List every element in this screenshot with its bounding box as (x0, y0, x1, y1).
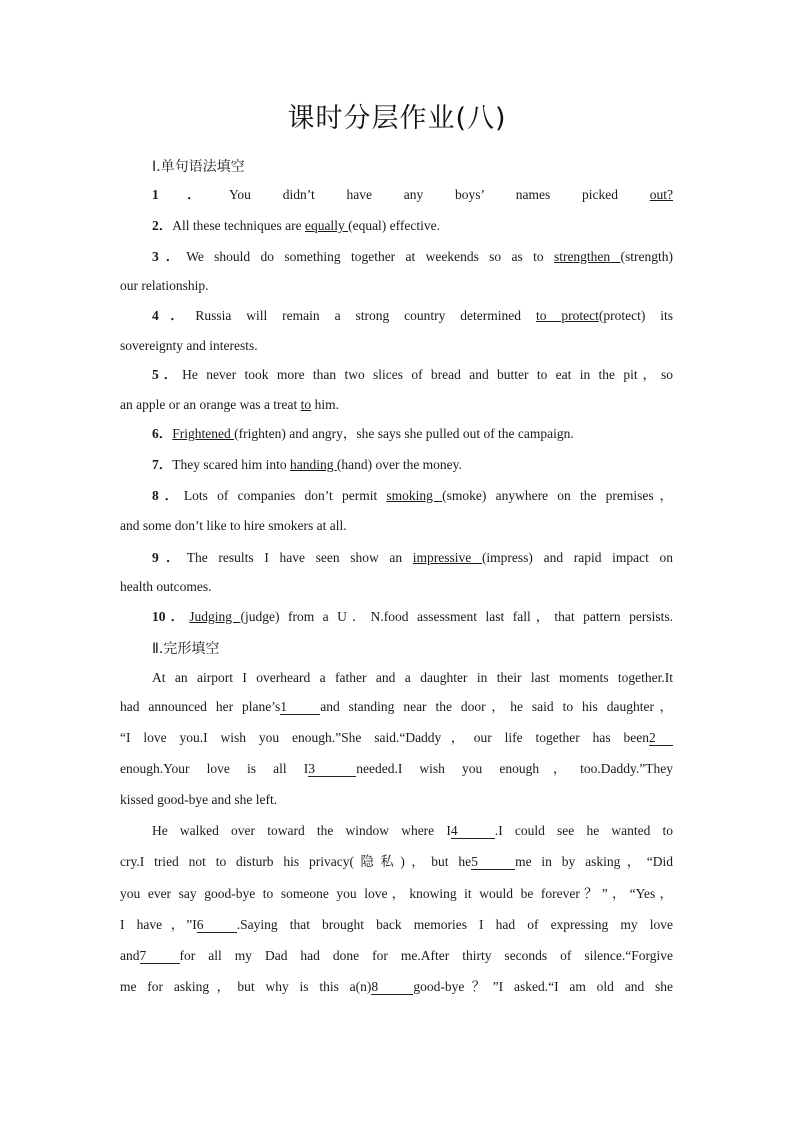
cloze-text: needed.I wish you enough，too.Daddy.”They (356, 761, 673, 776)
exercise-item-8 (152, 487, 673, 505)
cloze-text: me for asking，but why is this a(n) (120, 979, 372, 994)
item-text: (smoke) anywhere on the premises， (442, 488, 673, 503)
exercise-item-2 (152, 217, 673, 235)
answer: handing (289, 457, 337, 472)
item-number: 10． (152, 609, 190, 624)
cloze-text: enough.Your love is all I (120, 761, 309, 776)
item-text: (hand) over the money. (336, 457, 462, 472)
cloze-line (120, 760, 673, 778)
exercise-item-4-continued: sovereignty and interests. (120, 338, 258, 353)
item-text: We should do something together at weekends so as to (186, 249, 554, 264)
cloze-blank-4: 4 (451, 823, 495, 839)
cloze-text: had announced her plane’s (120, 699, 281, 714)
cloze-line (152, 822, 673, 840)
item-text: All these techniques are (172, 218, 305, 233)
cloze-text: for all my Dad had done for me.After thirty seconds of silence.“Forgive (179, 948, 673, 963)
cloze-blank-2: 2 (649, 730, 673, 746)
item-text: (strength) (620, 249, 673, 264)
cloze-line (120, 853, 673, 871)
cloze-text: and standing near the door，he said to his daughter， (320, 699, 673, 714)
section-heading-cloze: Ⅱ.完形填空 (152, 641, 220, 657)
answer: Frightened (172, 426, 235, 441)
exercise-item-6 (152, 425, 673, 443)
cloze-blank-7: 7 (140, 948, 180, 964)
exercise-item-8-continued: and some don’t like to hire smokers at all. (120, 518, 347, 533)
cloze-blank-3: 3 (308, 761, 356, 777)
cloze-line (120, 729, 673, 747)
item-text: (impress) and rapid impact on (481, 550, 673, 565)
answer: to (300, 397, 312, 412)
answer: Judging (189, 609, 241, 624)
item-number: 5． (152, 367, 183, 382)
cloze-blank-8: 8 (371, 979, 413, 995)
cloze-text: He walked over toward the window where I (152, 823, 451, 838)
item-text: an apple or an orange was a treat (120, 397, 301, 412)
cloze-blank-6: 6 (197, 917, 237, 933)
item-text: He never took more than two slices of bread and butter to eat in the pit，so (182, 367, 674, 382)
item-number: 2． (152, 218, 173, 233)
cloze-text: and (120, 948, 140, 963)
exercise-item-7 (152, 456, 673, 474)
exercise-item-5 (152, 366, 673, 384)
item-number: 4． (152, 308, 196, 323)
exercise-item-9 (152, 549, 673, 567)
answer: out? (649, 187, 673, 202)
exercise-item-5-continued (120, 396, 673, 414)
item-number: 8． (152, 488, 184, 503)
exercise-item-10 (152, 608, 673, 626)
exercise-item-3 (152, 248, 673, 266)
section-heading-grammar: Ⅰ.单句语法填空 (152, 159, 245, 175)
cloze-text: .I could see he wanted to (494, 823, 674, 838)
item-text: Russia will remain a strong country determined (195, 308, 536, 323)
answer: smoking (386, 488, 443, 503)
answer: equally (304, 218, 349, 233)
item-text: him. (311, 397, 339, 412)
cloze-text: I have，”I (120, 917, 197, 932)
answer: strengthen (553, 249, 621, 264)
cloze-line: kissed good-bye and she left. (120, 792, 278, 807)
page-title: 课时分层作业(八) (287, 103, 507, 134)
cloze-text: me in by asking，“Did (515, 854, 673, 869)
cloze-line: At an airport I overheard a father and a daughter in their last moments together.It (152, 670, 673, 685)
item-text: (equal) effective. (348, 218, 441, 233)
item-number: 9． (152, 550, 187, 565)
cloze-line (120, 978, 673, 996)
exercise-item-3-continued: our relationship. (120, 278, 209, 293)
item-text: (judge) from a U．N.food assessment last fall，that pattern persists. (240, 609, 673, 624)
item-number: 6． (152, 426, 173, 441)
item-text: (protect) its (598, 308, 674, 323)
answer: to protect (535, 308, 599, 323)
cloze-text: “I love you.I wish you enough.”She said.“Daddy，our life together has been (120, 730, 649, 745)
cloze-blank-5: 5 (471, 854, 515, 870)
item-number: 3． (152, 249, 187, 264)
cloze-text: good-bye？”I asked.“I am old and she (413, 979, 673, 994)
item-text: They scared him into (172, 457, 290, 472)
exercise-item-1 (152, 186, 673, 204)
exercise-item-4 (152, 307, 673, 325)
item-number: 1． (152, 187, 230, 202)
cloze-blank-1: 1 (280, 699, 320, 715)
cloze-text: .Saying that brought back memories I had of expressing my love (236, 917, 673, 932)
item-text: Lots of companies don’t permit (183, 488, 387, 503)
exercise-item-9-continued: health outcomes. (120, 579, 212, 594)
cloze-text: cry.I tried not to disturb his privacy(隐私)，but he (120, 854, 472, 869)
cloze-line (120, 916, 673, 934)
item-number: 7． (152, 457, 173, 472)
cloze-line: you ever say good-bye to someone you love，knowing it would be forever？”，“Yes， (120, 886, 673, 901)
item-text: (frighten) and angry，she says she pulled out of the campaign. (234, 426, 574, 441)
answer: impressive (412, 550, 482, 565)
item-text: You didn’t have any boys’ names picked (229, 187, 650, 202)
cloze-line (120, 947, 673, 965)
item-text: The results I have seen show an (186, 550, 413, 565)
cloze-line (120, 698, 673, 716)
